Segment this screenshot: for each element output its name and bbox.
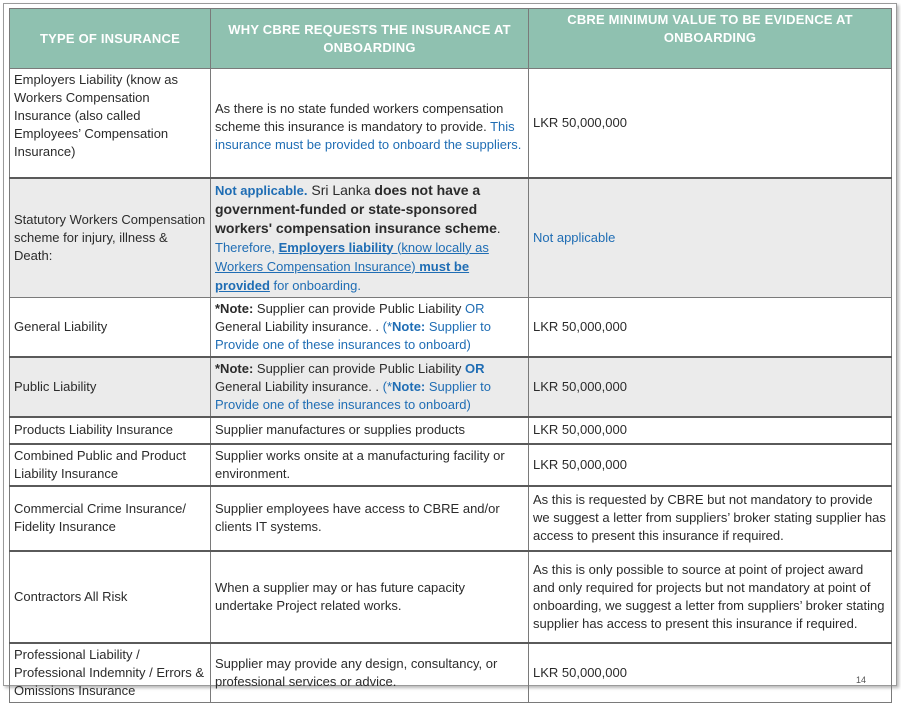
cell-type: Statutory Workers Compensation scheme for injury, illness & Death: [10, 178, 211, 298]
why-bold-statement: does not have a government-funded or state-sponsored workers' compensation insurance scheme [215, 181, 497, 236]
note-text-3: Supplier to Provide one of these insurances to onboard) [215, 318, 492, 352]
cell-type: General Liability [10, 297, 211, 357]
cell-type: Commercial Crime Insurance/ Fidelity Insurance [10, 486, 211, 551]
table-row [10, 551, 892, 643]
insurance-table [9, 8, 892, 703]
why-for-onboarding: for onboarding. [269, 277, 361, 293]
cell-why: Supplier works onsite at a manufacturing facility or environment. [211, 444, 529, 486]
cell-type: Combined Public and Product Liability Insurance [10, 444, 211, 486]
cell-type: Public Liability [10, 357, 211, 417]
why-period: . [496, 220, 501, 236]
cell-value: Not applicable [529, 178, 892, 298]
cell-value: As this is requested by CBRE but not mandatory to provide we suggest a letter from suppliers’ broker stating supplier has access to present this insurance if required. [529, 486, 892, 551]
why-text: As there is no state funded workers compensation scheme this insurance is mandatory to provide. [215, 100, 504, 134]
cell-why: Supplier may provide any design, consultancy, or professional services or advice. [211, 643, 529, 703]
cell-value: LKR 50,000,000 [529, 643, 892, 703]
header-value: CBRE MINIMUM VALUE TO BE EVIDENCE AT ONBOARDING [529, 9, 892, 69]
cell-why [211, 178, 529, 298]
why-therefore: Therefore, [215, 239, 279, 255]
cell-why [211, 357, 529, 417]
cell-value: As this is only possible to source at point of project award and only required for projects but not mandatory at point of onboarding, we suggest a letter from suppliers’ broker stating supplier has access to present this insurance if required. [529, 551, 892, 643]
cell-why: When a supplier may or has future capacity undertake Project related works. [211, 551, 529, 643]
note-or: OR [465, 300, 485, 316]
table-row [10, 69, 892, 178]
note-label: *Note: [215, 300, 254, 316]
note-text-3: Supplier to Provide one of these insurances to onboard) [215, 378, 492, 412]
cell-value: LKR 50,000,000 [529, 297, 892, 357]
table-row [10, 297, 892, 357]
note-text-2: General Liability insurance. . [215, 318, 383, 334]
table-row [10, 486, 892, 551]
note-label-2: Note: [392, 318, 426, 334]
note-or: OR [465, 360, 485, 376]
table-row [10, 357, 892, 417]
header-why: WHY CBRE REQUESTS THE INSURANCE AT ONBOARDING [211, 9, 529, 69]
why-emphasis: This insurance must be provided to onboard the suppliers. [215, 118, 522, 152]
why-text: Sri Lanka [307, 181, 375, 198]
cell-type: Employers Liability (know as Workers Compensation Insurance (also called Employees’ Compensation Insurance) [10, 69, 211, 178]
cell-why: Supplier manufactures or supplies products [211, 417, 529, 444]
cell-why: Supplier employees have access to CBRE and/or clients IT systems. [211, 486, 529, 551]
header-type: TYPE OF INSURANCE [10, 9, 211, 69]
why-must-be-provided: must be provided [215, 258, 470, 293]
why-not-applicable: Not applicable. [215, 182, 308, 198]
cell-value: LKR 50,000,000 [529, 357, 892, 417]
cell-value: LKR 50,000,000 [529, 417, 892, 444]
page-frame [3, 3, 897, 698]
note-text: Supplier can provide Public Liability [253, 300, 466, 316]
cell-value: LKR 50,000,000 [529, 69, 892, 178]
table-row [10, 643, 892, 703]
why-employers-liability: Employers liability [278, 239, 394, 255]
note-paren: (* [382, 378, 393, 394]
note-label: *Note: [215, 360, 254, 376]
cell-type: Products Liability Insurance [10, 417, 211, 444]
table-row [10, 444, 892, 486]
note-paren: (* [382, 318, 393, 334]
cell-value: LKR 50,000,000 [529, 444, 892, 486]
table-row [10, 417, 892, 444]
cell-type: Professional Liability / Professional Indemnity / Errors & Omissions Insurance [10, 643, 211, 703]
why-know-locally: (know locally as Workers Compensation Insurance) [215, 239, 489, 274]
table-row [10, 178, 892, 298]
note-text: Supplier can provide Public Liability [253, 360, 466, 376]
cell-type: Contractors All Risk [10, 551, 211, 643]
note-text-2: General Liability insurance. . [215, 378, 383, 394]
page-number: 14 [855, 675, 866, 685]
header-row [10, 9, 892, 69]
note-label-2: Note: [392, 378, 426, 394]
cell-why [211, 69, 529, 178]
cell-why [211, 297, 529, 357]
